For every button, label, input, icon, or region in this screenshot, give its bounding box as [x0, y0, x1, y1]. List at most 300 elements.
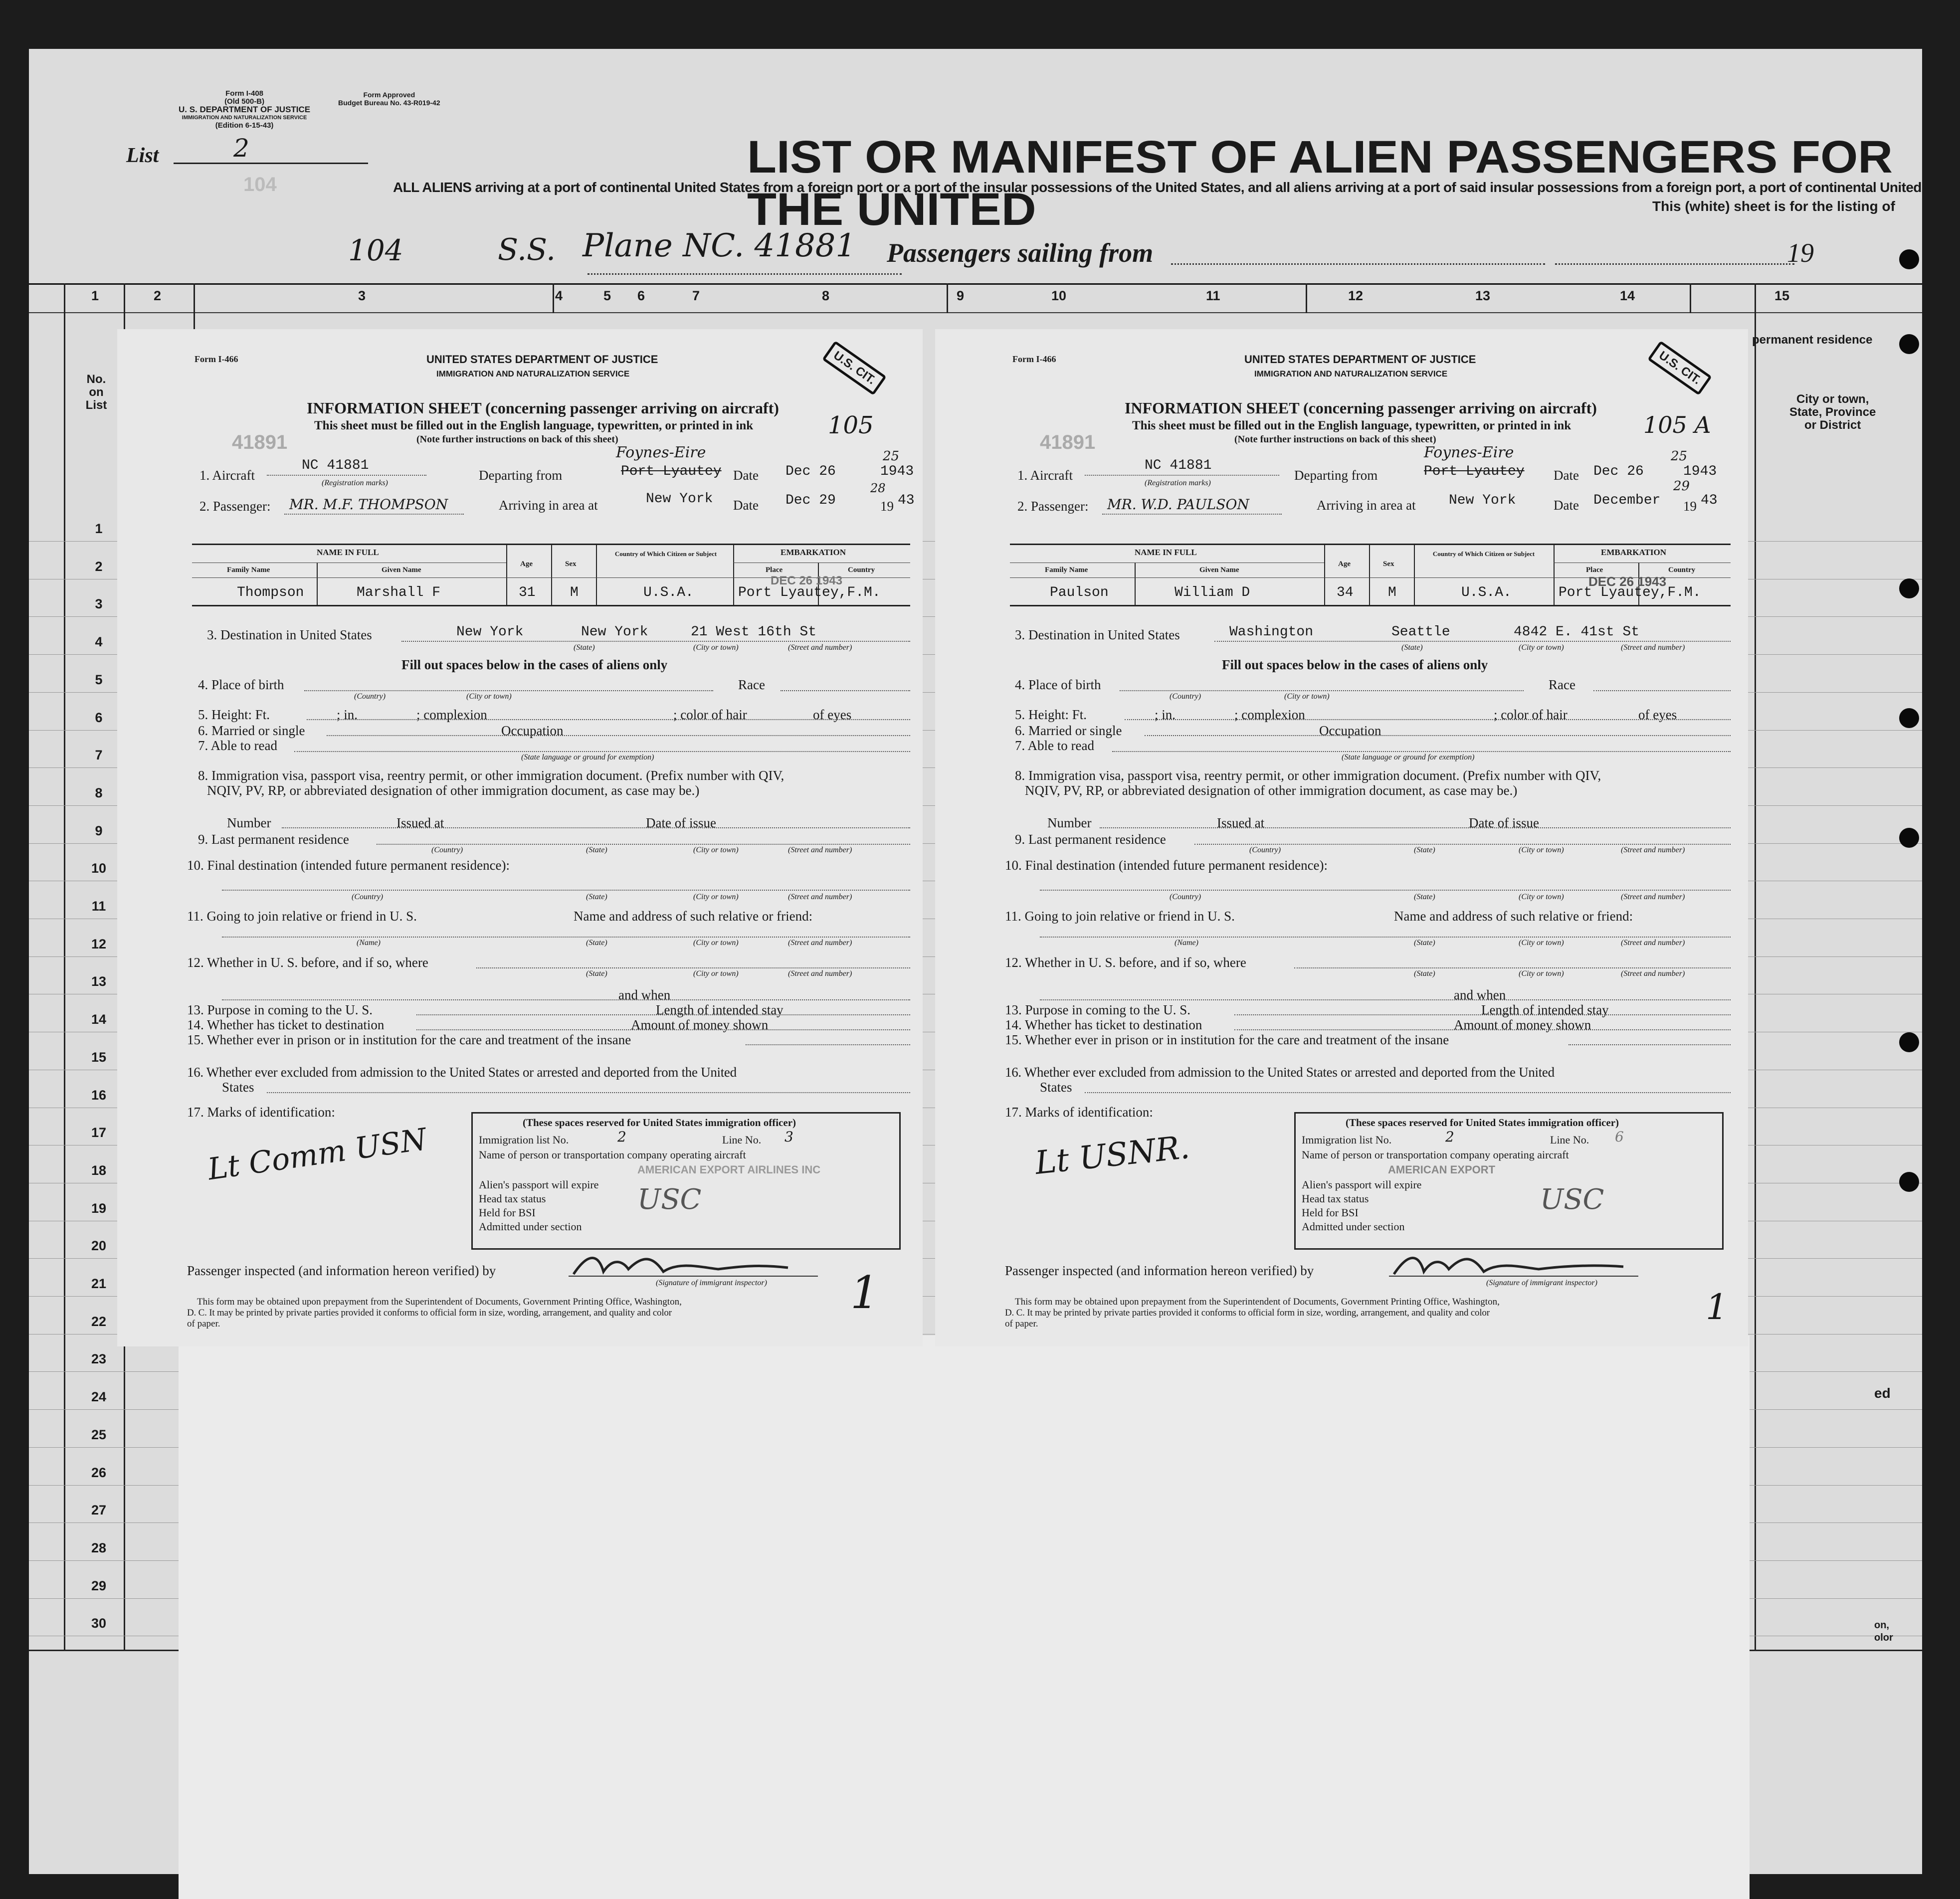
sailing-date-line: [1555, 263, 1794, 265]
lbl-city: (City or town): [1284, 692, 1330, 701]
departing-label: Departing from: [1294, 468, 1378, 483]
q5-complexion: ; complexion: [416, 707, 487, 722]
instructions-note: (Note further instructions on back of this sheet): [1234, 434, 1436, 445]
box-list: Immigration list No.: [479, 1134, 569, 1146]
q5-in: ; in.: [337, 707, 358, 722]
col-border: [1755, 283, 1756, 1650]
list-value: 2: [233, 134, 249, 163]
q16-excluded: 16. Whether ever excluded from admission to the United States or arrested and deported from the United: [187, 1065, 737, 1080]
ship-number: 104: [348, 233, 403, 267]
box-admitted: Admitted under section: [1302, 1220, 1405, 1233]
manifest-subtitle: ALL ALIENS arriving at a port of continental United States from a foreign port or a port of the insular possessions of the United States, and all aliens arriving at a port of said insular possessions from a foreign port, a port of continental United: [393, 180, 1922, 195]
and-when: and when: [618, 987, 671, 1002]
row-number: 26: [91, 1465, 107, 1480]
name-table: [192, 544, 910, 606]
line: [1100, 827, 1731, 828]
lbl-street: (Street and number): [1621, 969, 1685, 978]
col-border: [596, 545, 597, 605]
officer-box: [1294, 1112, 1724, 1250]
col-head-4: 4: [555, 288, 563, 303]
row-number: 1: [95, 521, 103, 536]
dest-state: New York: [456, 624, 524, 640]
family-name: Paulson: [1050, 585, 1109, 600]
passenger-label: 2. Passenger:: [1017, 499, 1089, 514]
manifest-title: LIST OR MANIFEST OF ALIEN PASSENGERS FOR THE UNITED: [747, 132, 1893, 235]
lbl-country: (Country): [1170, 893, 1201, 901]
line: [416, 1029, 910, 1030]
q10-final-dest: 10. Final destination (intended future permanent residence):: [1005, 858, 1328, 873]
q3-destination: 3. Destination in United States: [207, 627, 372, 642]
sheet-number-hw: 105 A: [1643, 411, 1711, 438]
box-line: Line No.: [722, 1134, 762, 1146]
occupation-label: Occupation: [1319, 723, 1381, 738]
col-border: [506, 545, 507, 605]
arriving-value: New York: [1449, 493, 1516, 508]
col-ecountry: Country: [848, 566, 875, 574]
lbl-street: (Street and number): [788, 846, 852, 854]
race-label: Race: [1549, 677, 1575, 692]
age: 31: [519, 585, 536, 600]
lbl-street: (Street and number): [1621, 846, 1685, 854]
col-head-13: 13: [1475, 288, 1491, 303]
binder-hole: [1899, 708, 1919, 728]
col-border: [1554, 545, 1555, 605]
dep-year: 1943: [880, 464, 914, 479]
arr-date: Dec 29: [785, 493, 836, 508]
perm-res-header: permanent residence: [1752, 333, 1873, 347]
row-number: 11: [91, 899, 106, 914]
given-name: William D: [1175, 585, 1250, 600]
row-number: 17: [91, 1125, 107, 1140]
col-head-7: 7: [692, 288, 700, 303]
lbl-state: (State): [586, 846, 607, 854]
binder-hole: [1899, 334, 1919, 354]
lbl-country: (Country): [354, 692, 386, 701]
reg-marks-note: (Registration marks): [322, 479, 388, 487]
footnote-2: D. C. It may be printed by private parties provided it conforms to official form in size, wording, arrangement, and quality and color: [1005, 1308, 1490, 1318]
year-prefix: 19: [1787, 238, 1814, 268]
footnote-3: of paper.: [1005, 1319, 1038, 1329]
sig-label: (Signature of immigrant inspector): [1486, 1279, 1597, 1287]
q17-marks: 17. Marks of identification:: [1005, 1105, 1153, 1120]
q5-eyes: of eyes: [813, 707, 852, 722]
list-label: List: [126, 144, 159, 167]
q5-eyes: of eyes: [1638, 707, 1677, 722]
lbl-country: (Country): [352, 893, 384, 901]
col-head-15: 15: [1774, 288, 1790, 303]
issued-at-label: Issued at: [1217, 815, 1265, 830]
embark-place: Port Lyautey,F.M.: [738, 585, 881, 600]
col-border: [317, 563, 318, 605]
number-label: Number: [227, 815, 271, 830]
line: [1568, 1044, 1731, 1045]
line: [1593, 690, 1731, 691]
lbl-street: (Street and number): [1621, 643, 1685, 652]
reg-marks-note: (Registration marks): [1145, 479, 1211, 487]
embark-place: Port Lyautey,F.M.: [1559, 585, 1701, 600]
col-ecountry: Country: [1668, 566, 1696, 574]
row-number: 19: [91, 1200, 107, 1216]
line: [267, 1092, 910, 1093]
col-border: [1690, 283, 1691, 313]
us-citizen-stamp: U.S. CIT.: [822, 341, 887, 395]
dest-line: [401, 641, 910, 642]
line: [1040, 937, 1731, 938]
city-town-line: State, Province: [1789, 405, 1876, 419]
sheet-number-hw: 105: [828, 411, 874, 439]
faded-number: 41891: [232, 431, 288, 453]
arriving-label: Arriving in area at: [1317, 498, 1416, 513]
date-issue-label: Date of issue: [646, 815, 716, 830]
line: [282, 827, 910, 828]
row-number: 16: [91, 1087, 107, 1103]
lbl-state: (State): [586, 969, 607, 978]
arr-day-hw: 29: [1673, 479, 1690, 494]
lbl-street: (Street and number): [1621, 893, 1685, 901]
col-head-12: 12: [1348, 288, 1364, 303]
aircraft-line: [267, 475, 426, 476]
lbl-city: (City or town): [1519, 643, 1564, 652]
lbl-city: (City or town): [693, 969, 739, 978]
box-list-val: 2: [617, 1129, 626, 1145]
officer-box: [471, 1112, 901, 1250]
col-family: Family Name: [1045, 566, 1088, 574]
list-line: [174, 163, 368, 164]
col-border: [1369, 545, 1370, 605]
row-number: 2: [95, 559, 103, 574]
dep-date: Dec 26: [1593, 464, 1644, 479]
col-head-9: 9: [957, 288, 965, 303]
col-given: Given Name: [1199, 566, 1239, 574]
col-head-10: 10: [1051, 288, 1067, 303]
q11-relative: 11. Going to join relative or friend in U. S.: [1005, 909, 1235, 924]
q9-last-residence: 9. Last permanent residence: [1015, 832, 1166, 847]
line: [1040, 999, 1731, 1000]
passenger-line: [1102, 514, 1282, 515]
dep-date-label: Date: [1554, 468, 1579, 483]
ss-label: S.S.: [498, 232, 556, 267]
box-tax: Head tax status: [1302, 1192, 1369, 1205]
sailing-from-line: [1171, 263, 1545, 265]
aircraft-line: [1085, 475, 1279, 476]
sailing-from-label: Passengers sailing from: [887, 238, 1154, 268]
lbl-name: (Name): [357, 939, 381, 947]
q17-marks: 17. Marks of identification:: [187, 1105, 335, 1120]
col-given: Given Name: [382, 566, 421, 574]
line: [746, 1044, 910, 1045]
length-stay: Length of intended stay: [656, 1002, 784, 1017]
line: [294, 751, 910, 752]
lbl-city: (City or town): [693, 643, 739, 652]
q4-birthplace: 4. Place of birth: [198, 677, 284, 692]
box-title: (These spaces reserved for United States immigration officer): [1346, 1117, 1619, 1129]
col-sex: Sex: [565, 560, 577, 568]
marks-hw: Lt USNR.: [1033, 1129, 1191, 1182]
box-passport: Alien's passport will expire: [479, 1178, 599, 1191]
line: [307, 719, 910, 720]
q12-before: 12. Whether in U. S. before, and if so, where: [187, 955, 428, 970]
arr-year-prefix: 19: [1683, 499, 1697, 514]
instructions: This sheet must be filled out in the English language, typewritten, or printed in ink: [314, 419, 754, 432]
col-family: Family Name: [227, 566, 270, 574]
length-stay: Length of intended stay: [1481, 1002, 1609, 1017]
q6-married: 6. Married or single: [198, 723, 305, 738]
row-number: 9: [95, 823, 103, 838]
dep-date: Dec 26: [785, 464, 836, 479]
city-town-line: City or town,: [1796, 392, 1869, 406]
city-town-header: [1789, 393, 1876, 432]
row-number: 6: [95, 710, 103, 725]
col-place: Place: [766, 566, 783, 574]
passenger-line: [284, 514, 464, 515]
departing-struck: Port Lyautey: [1424, 464, 1525, 479]
instructions: This sheet must be filled out in the English language, typewritten, or printed in ink: [1132, 419, 1571, 432]
margin-fragment: ed: [1874, 1385, 1891, 1401]
box-admitted: Admitted under section: [479, 1220, 582, 1233]
lbl-state: (State): [586, 939, 607, 947]
col-border: [551, 545, 552, 605]
number-label: Number: [1047, 815, 1092, 830]
binder-hole: [1899, 578, 1919, 598]
lbl-state: (State): [1414, 939, 1435, 947]
q5-hair: ; color of hair: [1494, 707, 1568, 722]
line: [1120, 690, 1524, 691]
inspector-signature: [1389, 1247, 1628, 1282]
line: [1112, 751, 1731, 752]
manifest-subtitle2: This (white) sheet is for the listing of: [1652, 198, 1895, 214]
money-shown: Amount of money shown: [1454, 1017, 1591, 1032]
col-embark: EMBARKATION: [781, 548, 846, 557]
lbl-city: (City or town): [1519, 969, 1564, 978]
col-head-11: 11: [1206, 288, 1220, 303]
lbl-state: (State): [574, 643, 595, 652]
lbl-city: (City or town): [693, 893, 739, 901]
lbl-state: (State): [1414, 969, 1435, 978]
dest-line: [1214, 641, 1731, 642]
lbl-state: (State): [1414, 846, 1435, 854]
col-head-2: 2: [154, 288, 162, 303]
line: [1145, 735, 1731, 736]
and-when: and when: [1454, 987, 1506, 1002]
q11-relative: 11. Going to join relative or friend in U. S.: [187, 909, 417, 924]
q5-in: ; in.: [1155, 707, 1176, 722]
col-head-6: 6: [637, 288, 645, 303]
lbl-name: (Name): [1175, 939, 1198, 947]
col-head-1: 1: [91, 288, 99, 303]
name-table: [1010, 544, 1731, 606]
left-information-sheet: [117, 329, 923, 1346]
box-hw: USC: [1540, 1183, 1604, 1216]
arr-year: 43: [898, 493, 915, 508]
row-number: 15: [91, 1049, 107, 1065]
inspected-label: Passenger inspected (and information hereon verified) by: [1005, 1263, 1314, 1278]
lbl-street: (Street and number): [788, 893, 852, 901]
q5-height: 5. Height: Ft.: [1015, 707, 1087, 722]
city-town-line: or District: [1804, 418, 1861, 432]
aircraft-value: NC 41881: [1145, 458, 1212, 473]
dest-street: 21 West 16th St: [691, 624, 817, 640]
department: UNITED STATES DEPARTMENT OF JUSTICE: [1244, 353, 1476, 366]
footnote: This form may be obtained upon prepayment from the Superintendent of Documents, Government Printing Office, Washington,: [1015, 1297, 1500, 1307]
col-border: [1324, 545, 1325, 605]
passenger-hw: MR. M.F. THOMPSON: [289, 496, 448, 513]
sex: M: [1388, 585, 1396, 600]
col-border: [947, 283, 948, 313]
row-number: 14: [91, 1012, 107, 1027]
col-country: Country of Which Citizen or Subject: [614, 550, 717, 558]
q15-prison: 15. Whether ever in prison or in institution for the care and treatment of the insane: [187, 1032, 631, 1047]
box-list-val: 2: [1445, 1129, 1454, 1145]
box-company-stamp: AMERICAN EXPORT AIRLINES INC: [637, 1163, 821, 1176]
department: U. S. DEPARTMENT OF JUSTICE: [179, 105, 311, 114]
lbl-city: (City or town): [1519, 846, 1564, 854]
lbl-country: (Country): [1170, 692, 1201, 701]
departing-label: Departing from: [479, 468, 563, 483]
margin-fragment: on,: [1874, 1620, 1889, 1631]
line: [1125, 719, 1731, 720]
col-name: NAME IN FULL: [1135, 548, 1197, 557]
q3-destination: 3. Destination in United States: [1015, 627, 1180, 642]
line: [222, 890, 910, 891]
lbl-city: (City or town): [1519, 939, 1564, 947]
row-number: 24: [91, 1389, 107, 1405]
money-shown: Amount of money shown: [631, 1017, 769, 1032]
marks-hw: Lt Comm USN: [205, 1122, 429, 1187]
row-number: 8: [95, 785, 103, 800]
faded-number: 41891: [1040, 431, 1096, 453]
col-name: NAME IN FULL: [317, 548, 379, 557]
lbl-city: (City or town): [466, 692, 512, 701]
binder-hole: [1899, 1032, 1919, 1052]
arriving-value: New York: [646, 491, 713, 507]
q16-excluded: 16. Whether ever excluded from admission to the United States or arrested and deported from the United: [1005, 1065, 1555, 1080]
q14-ticket: 14. Whether has ticket to destination: [187, 1017, 385, 1032]
dep-date-label: Date: [733, 468, 759, 483]
citizenship: U.S.A.: [1461, 585, 1512, 600]
passenger-hw: MR. W.D. PAULSON: [1107, 496, 1249, 513]
q5-complexion: ; complexion: [1234, 707, 1305, 722]
occupation-label: Occupation: [501, 723, 564, 738]
col-border: [733, 545, 734, 605]
dest-street: 4842 E. 41st St: [1514, 624, 1640, 640]
box-company-stamp: AMERICAN EXPORT: [1388, 1163, 1496, 1176]
dep-year: 1943: [1683, 464, 1717, 479]
q8-document: 8. Immigration visa, passport visa, reentry permit, or other immigration document. (Prefix number with QIV,: [198, 768, 784, 783]
passenger-label: 2. Passenger:: [199, 499, 271, 514]
q16-states: States: [1040, 1080, 1072, 1095]
q9-last-residence: 9. Last permanent residence: [198, 832, 349, 847]
q7-note: (State language or ground for exemption): [521, 753, 654, 761]
approval-block: [338, 91, 440, 107]
q8-document: 8. Immigration visa, passport visa, reentry permit, or other immigration document. (Prefix number with QIV,: [1015, 768, 1601, 783]
binder-hole: [1899, 828, 1919, 848]
box-hw: USC: [637, 1183, 702, 1216]
service: IMMIGRATION AND NATURALIZATION SERVICE: [436, 369, 630, 379]
arr-date-label: Date: [1554, 498, 1579, 513]
row-number: 4: [95, 634, 103, 650]
fill-out-note: Fill out spaces below in the cases of aliens only: [401, 657, 668, 672]
ship-name: Plane NC. 41881: [583, 227, 856, 264]
table-top-rule: [29, 283, 1922, 285]
lbl-state: (State): [1414, 893, 1435, 901]
lbl-city: (City or town): [693, 846, 739, 854]
footnote: This form may be obtained upon prepayment from the Superintendent of Documents, Government Printing Office, Washington,: [197, 1297, 682, 1307]
col-head-8: 8: [822, 288, 830, 303]
budget-number: Budget Bureau No. 43-R019-42: [338, 99, 440, 107]
aircraft-value: NC 41881: [302, 458, 369, 473]
line: [1234, 1029, 1731, 1030]
form-number: Form I-408: [225, 89, 263, 98]
col-border: [1306, 283, 1307, 313]
box-bsi: Held for BSI: [1302, 1206, 1359, 1219]
lbl-street: (Street and number): [788, 939, 852, 947]
sex: M: [570, 585, 579, 600]
citizenship: U.S.A.: [643, 585, 694, 600]
q12-before: 12. Whether in U. S. before, and if so, where: [1005, 955, 1246, 970]
binder-hole: [1899, 249, 1919, 269]
q5-height: 5. Height: Ft.: [198, 707, 270, 722]
row-number: 10: [91, 861, 107, 876]
no-on-list-header: [79, 373, 114, 412]
form-number: Form I-466: [1012, 354, 1056, 364]
q16-states: States: [222, 1080, 254, 1095]
row-number: 27: [91, 1503, 107, 1518]
row-number: 18: [91, 1162, 107, 1178]
faded-stamp-number: 104: [243, 174, 277, 195]
no-on-list-line: on: [89, 385, 104, 399]
service: IMMIGRATION AND NATURALIZATION SERVICE: [182, 115, 307, 121]
q6-married: 6. Married or single: [1015, 723, 1122, 738]
line: [476, 967, 910, 968]
arr-hw: 28: [870, 481, 886, 495]
q10-final-dest: 10. Final destination (intended future permanent residence):: [187, 858, 510, 873]
line: [222, 999, 910, 1000]
given-name: Marshall F: [357, 585, 441, 600]
row-number: 28: [91, 1540, 107, 1555]
dep-hw: 25: [1671, 449, 1688, 464]
row-number: 13: [91, 974, 107, 989]
box-list: Immigration list No.: [1302, 1134, 1392, 1146]
sheet-heading: INFORMATION SHEET (concerning passenger arriving on aircraft): [307, 399, 779, 417]
row-number: 12: [91, 936, 107, 951]
lbl-street: (Street and number): [1621, 939, 1685, 947]
dest-city: New York: [581, 624, 648, 640]
arr-year-prefix: 19: [880, 499, 894, 514]
q13-purpose: 13. Purpose in coming to the U. S.: [1005, 1002, 1190, 1017]
family-name: Thompson: [237, 585, 304, 600]
q14-ticket: 14. Whether has ticket to destination: [1005, 1017, 1202, 1032]
row-number: 21: [91, 1276, 107, 1291]
sheet-heading: INFORMATION SHEET (concerning passenger arriving on aircraft): [1125, 399, 1597, 417]
dest-city: Seattle: [1391, 624, 1450, 640]
right-information-sheet: [935, 329, 1748, 1346]
q8-document-2: NQIV, PV, RP, or abbreviated designation of other immigration document, as case may be.): [207, 783, 700, 798]
margin-fragment: olor: [1874, 1632, 1893, 1643]
box-company: Name of person or transportation company operating aircraft: [1302, 1148, 1569, 1161]
arr-date-label: Date: [733, 498, 759, 513]
service: IMMIGRATION AND NATURALIZATION SERVICE: [1254, 369, 1448, 379]
header-rule: [29, 312, 1922, 313]
line: [1294, 967, 1731, 968]
no-on-list-line: List: [85, 398, 107, 412]
issued-at-label: Issued at: [396, 815, 444, 830]
box-line-val: 3: [784, 1129, 793, 1145]
age: 34: [1337, 585, 1354, 600]
lbl-city: (City or town): [693, 939, 739, 947]
lbl-street: (Street and number): [788, 643, 852, 652]
arriving-label: Arriving in area at: [499, 498, 598, 513]
line: [327, 735, 910, 736]
